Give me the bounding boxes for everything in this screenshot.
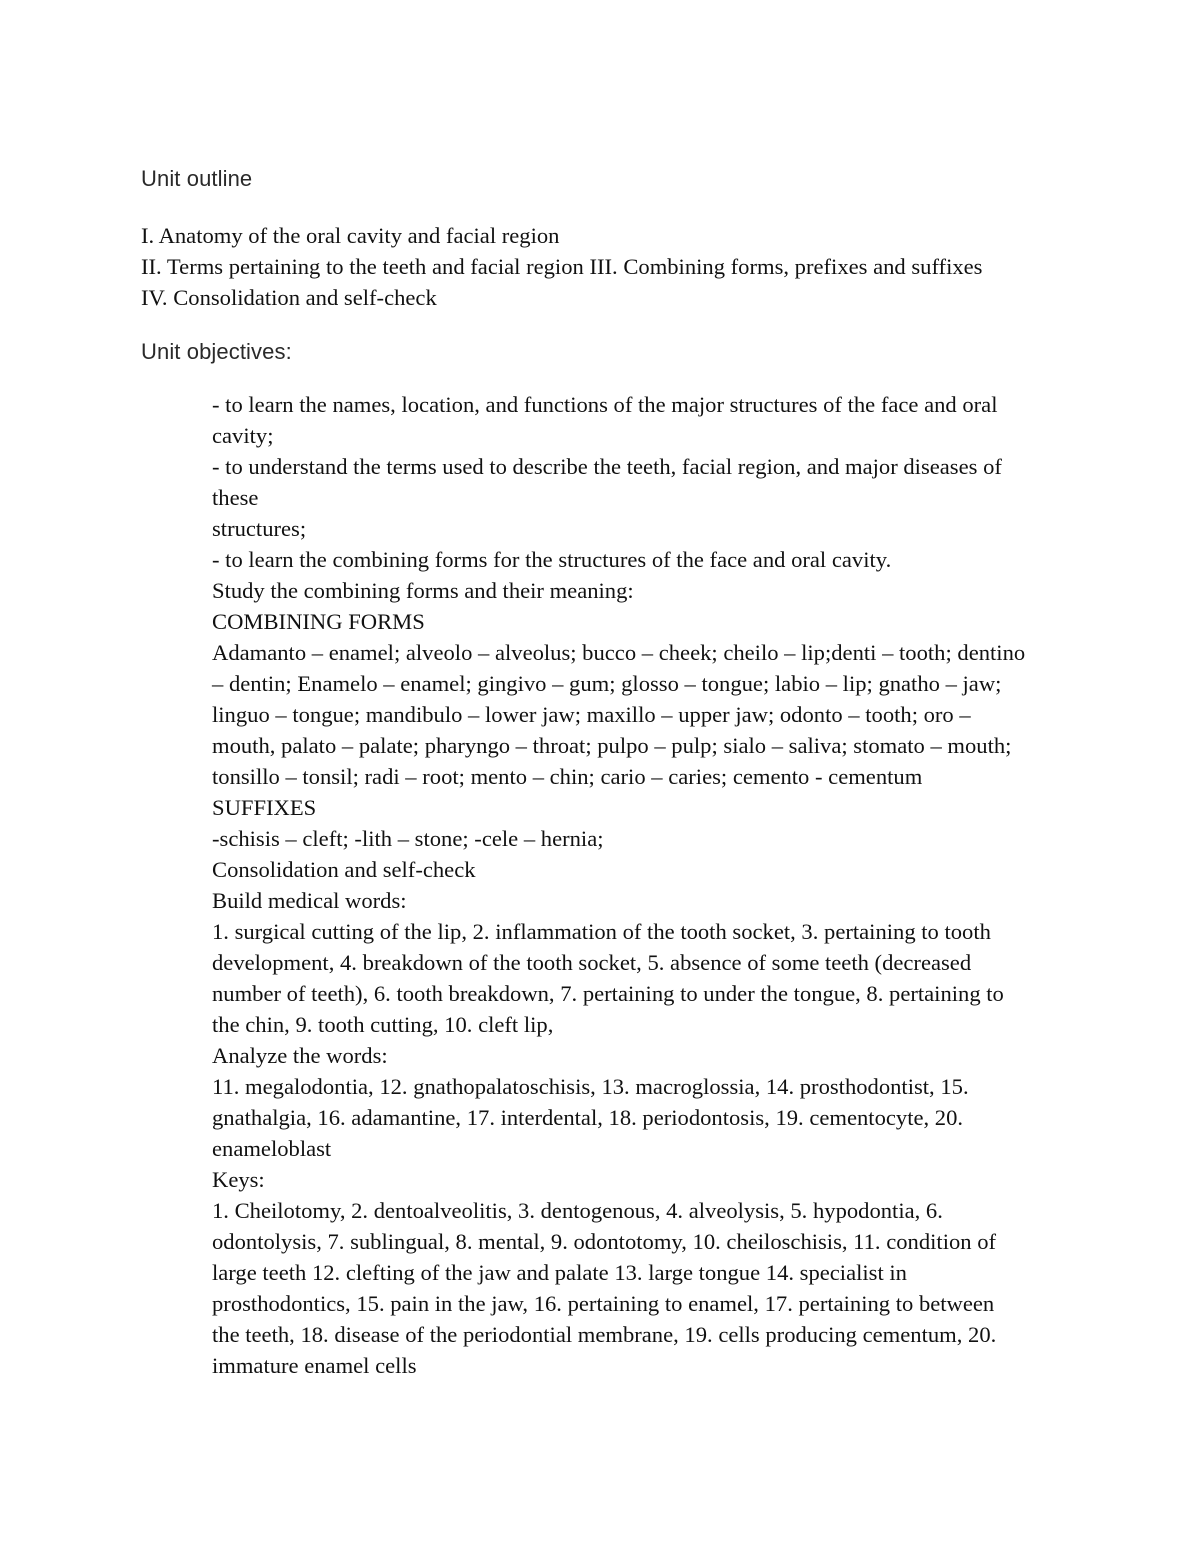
analyze-words-line: enameloblast (212, 1136, 332, 1161)
outline-item: II. Terms pertaining to the teeth and facial region III. Combining forms, prefixes and suffixes (141, 254, 983, 279)
build-words-line: number of teeth), 6. tooth breakdown, 7. pertaining to under the tongue, 8. pertaining to (212, 981, 1004, 1006)
objective-line: - to understand the terms used to describe the teeth, facial region, and major diseases of (212, 454, 1002, 479)
study-instruction: Study the combining forms and their meaning: (212, 578, 634, 603)
unit-objectives-heading: Unit objectives: (141, 339, 292, 364)
objective-line: structures; (212, 516, 307, 541)
objective-line: - to learn the names, location, and functions of the major structures of the face and oral (212, 392, 998, 417)
combining-forms-line: Adamanto – enamel; alveolo – alveolus; bucco – cheek; cheilo – lip;denti – tooth; dentino (212, 640, 1026, 665)
objectives-and-exercises (212, 389, 1092, 1381)
keys-line: the teeth, 18. disease of the periodontial membrane, 19. cells producing cementum, 20. (212, 1322, 997, 1347)
keys-heading: Keys: (212, 1167, 265, 1192)
combining-forms-line: tonsillo – tonsil; radi – root; mento – chin; cario – caries; cemento - cementum (212, 764, 923, 789)
objective-line: cavity; (212, 423, 274, 448)
build-words-line: development, 4. breakdown of the tooth socket, 5. absence of some teeth (decreased (212, 950, 972, 975)
consolidation-heading: Consolidation and self-check (212, 857, 476, 882)
unit-outline-heading: Unit outline (141, 166, 253, 191)
keys-line: 1. Cheilotomy, 2. dentoalveolitis, 3. dentogenous, 4. alveolysis, 5. hypodontia, 6. (212, 1198, 943, 1223)
build-words-line: 1. surgical cutting of the lip, 2. inflammation of the tooth socket, 3. pertaining to tooth (212, 919, 991, 944)
outline-item: I. Anatomy of the oral cavity and facial region (141, 223, 560, 248)
outline-item: IV. Consolidation and self-check (141, 285, 437, 310)
analyze-words-heading: Analyze the words: (212, 1043, 388, 1068)
combining-forms-line: linguo – tongue; mandibulo – lower jaw; maxillo – upper jaw; odonto – tooth; oro – (212, 702, 971, 727)
suffixes-line: -schisis – cleft; -lith – stone; -cele – hernia; (212, 826, 604, 851)
combining-forms-heading: COMBINING FORMS (212, 609, 425, 634)
keys-line: immature enamel cells (212, 1353, 417, 1378)
analyze-words-line: 11. megalodontia, 12. gnathopalatoschisis, 13. macroglossia, 14. prosthodontist, 15. (212, 1074, 969, 1099)
build-words-line: the chin, 9. tooth cutting, 10. cleft lip, (212, 1012, 554, 1037)
objective-line: these (212, 485, 259, 510)
combining-forms-line: mouth, palato – palate; pharyngo – throat; pulpo – pulp; sialo – saliva; stomato – mouth; (212, 733, 1012, 758)
build-words-heading: Build medical words: (212, 888, 407, 913)
objective-line: - to learn the combining forms for the structures of the face and oral cavity. (212, 547, 892, 572)
suffixes-heading: SUFFIXES (212, 795, 317, 820)
keys-line: prosthodontics, 15. pain in the jaw, 16. pertaining to enamel, 17. pertaining to between (212, 1291, 995, 1316)
combining-forms-line: – dentin; Enamelo – enamel; gingivo – gum; glosso – tongue; labio – lip; gnatho – jaw; (212, 671, 1002, 696)
keys-line: large teeth 12. clefting of the jaw and palate 13. large tongue 14. specialist in (212, 1260, 907, 1285)
keys-line: odontolysis, 7. sublingual, 8. mental, 9. odontotomy, 10. cheiloschisis, 11. condition of (212, 1229, 997, 1254)
unit-outline-list (141, 220, 982, 313)
analyze-words-line: gnathalgia, 16. adamantine, 17. interdental, 18. periodontosis, 19. cementocyte, 20. (212, 1105, 964, 1130)
